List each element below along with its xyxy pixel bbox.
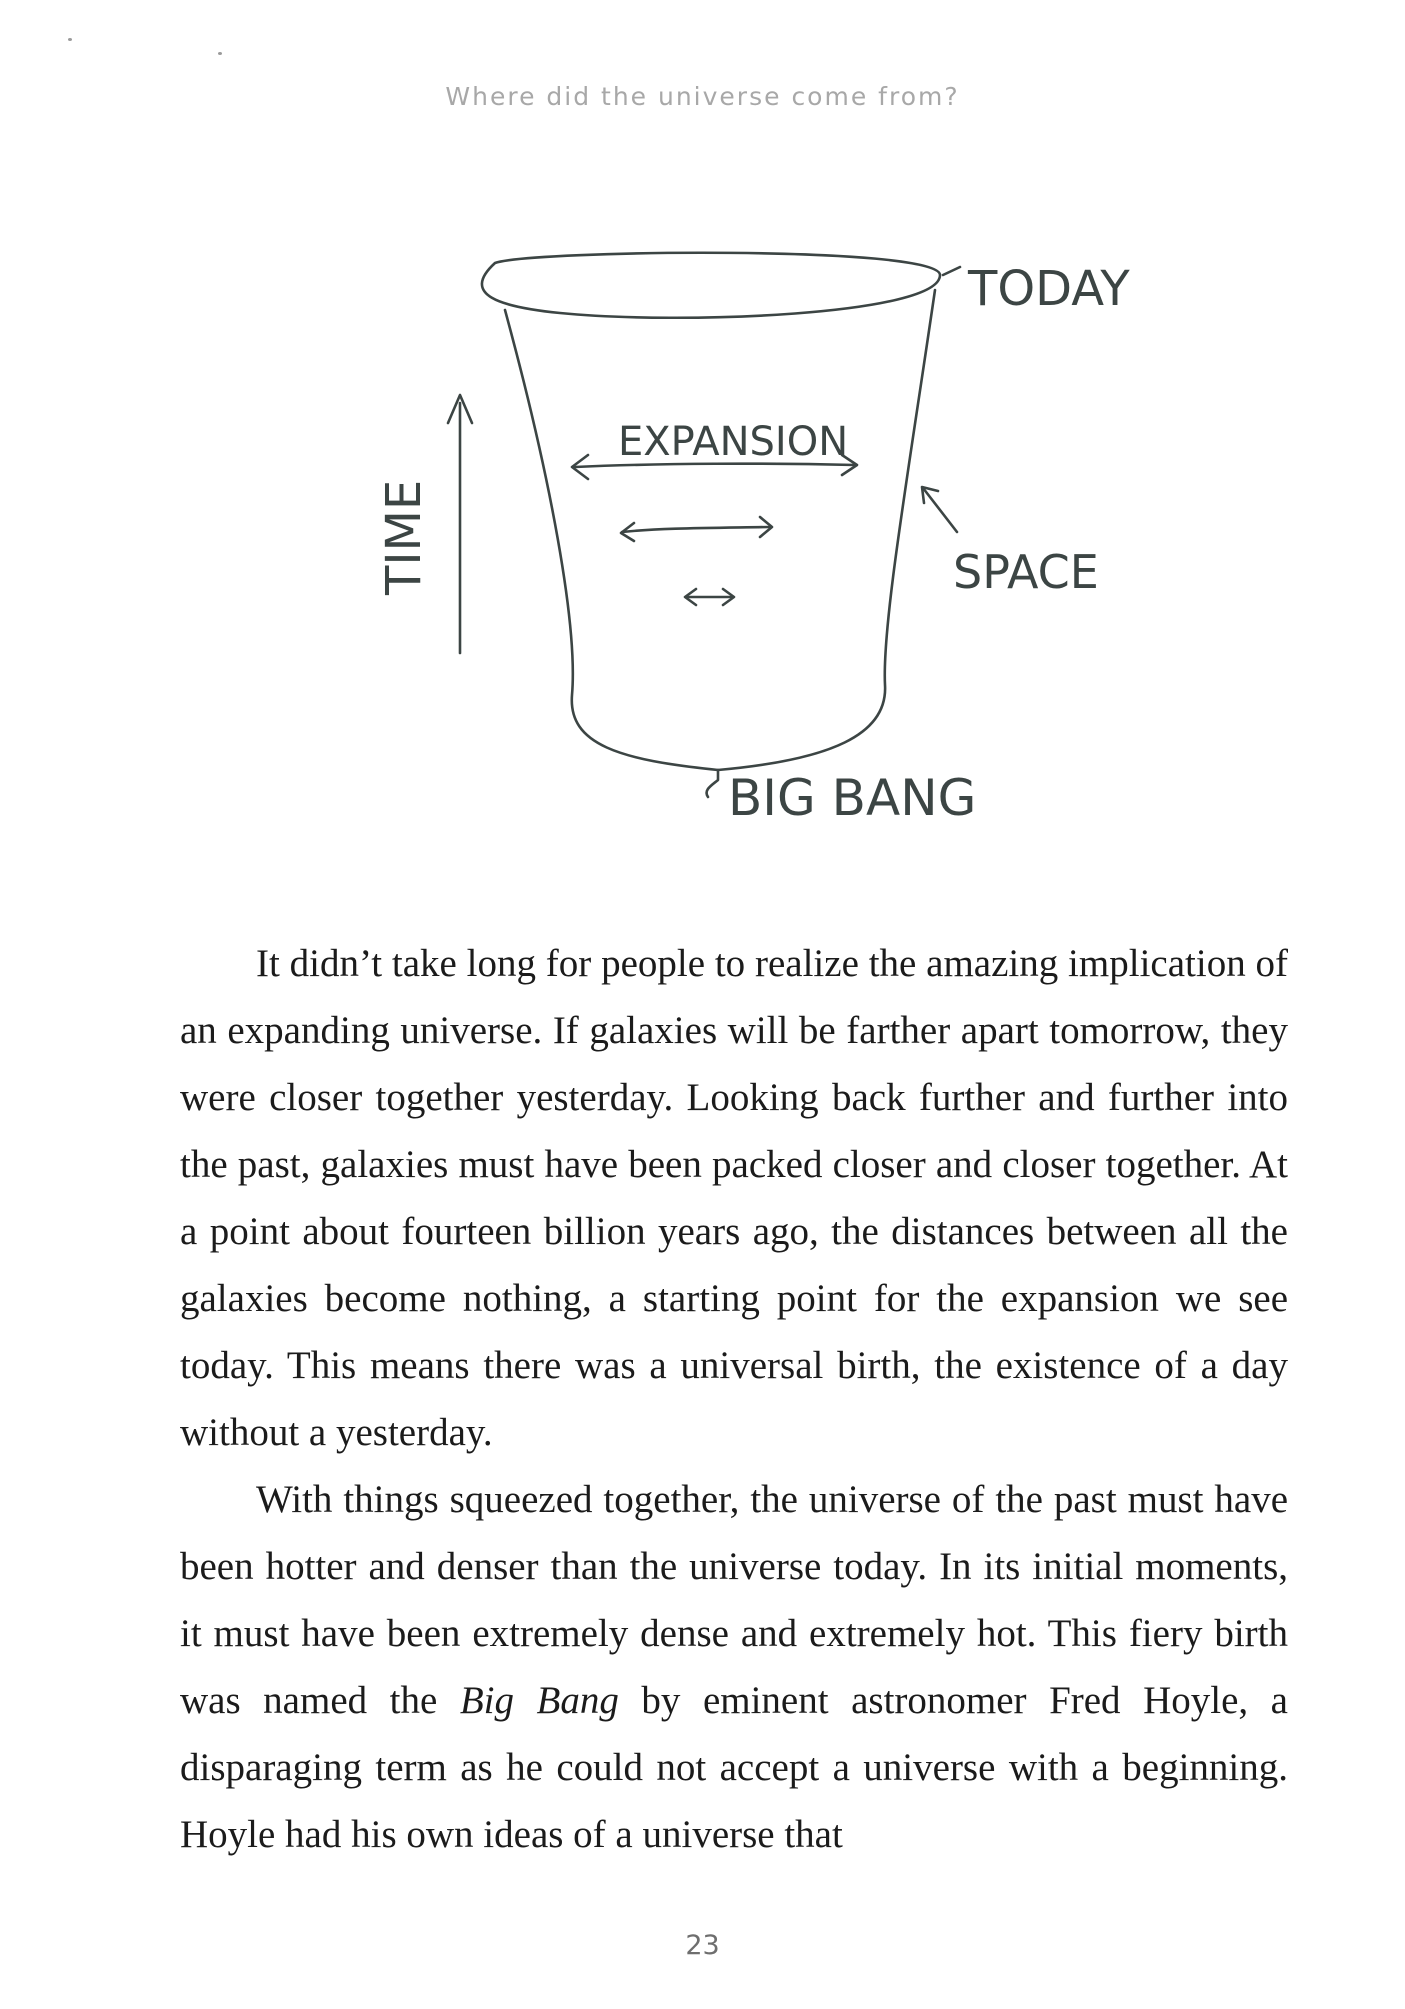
paragraph: It didn’t take long for people to realize the amazing implication of an expanding universe. If galaxies will be farther apart tomorrow, they were closer together yesterday. Looking back further and further into the past, galaxies must have been packed closer and closer together. At a point about fourteen billion years ago, the distances between all the galaxies become nothing, a starting point for the expansion we see today. This means there was a universal birth, the existence of a day without a yesterday. bbox=[180, 942, 1288, 1454]
label-expansion: EXPANSION bbox=[618, 419, 849, 465]
scan-speck bbox=[218, 52, 222, 55]
label-today: TODAY bbox=[968, 261, 1130, 317]
figure-drawing bbox=[360, 245, 1140, 845]
space-arrow bbox=[923, 488, 957, 532]
label-space: SPACE bbox=[953, 545, 1099, 599]
cup-rim bbox=[482, 253, 940, 318]
big-bang-pointer bbox=[707, 770, 718, 797]
body-text bbox=[180, 930, 1288, 1868]
today-pointer bbox=[943, 267, 960, 275]
cup-right-wall bbox=[718, 290, 935, 770]
paragraph-text: With things squeezed together, the universe of the past must have been hotter and denser than the universe today. In its initial moments, it must have been extremely dense and extremely hot. This fiery birth was named the bbox=[180, 1478, 1288, 1722]
running-head: Where did the universe come from? bbox=[445, 82, 960, 111]
page-number: 23 bbox=[685, 1930, 720, 1961]
label-time: TIME bbox=[376, 479, 432, 595]
paragraph bbox=[180, 1466, 1288, 1868]
scan-speck bbox=[68, 38, 72, 41]
cup-left-wall bbox=[505, 310, 718, 770]
expanding-universe-figure bbox=[360, 245, 1140, 845]
italic-term: Big Bang bbox=[459, 1679, 619, 1722]
expansion-arrow-medium bbox=[622, 527, 770, 532]
paragraph-text: by eminent astronomer Fred Hoyle, a disparaging term as he could not accept a universe with a beginning. Hoyle had his own ideas of a universe that bbox=[180, 1679, 1288, 1856]
label-big-bang: BIG BANG bbox=[728, 769, 977, 827]
